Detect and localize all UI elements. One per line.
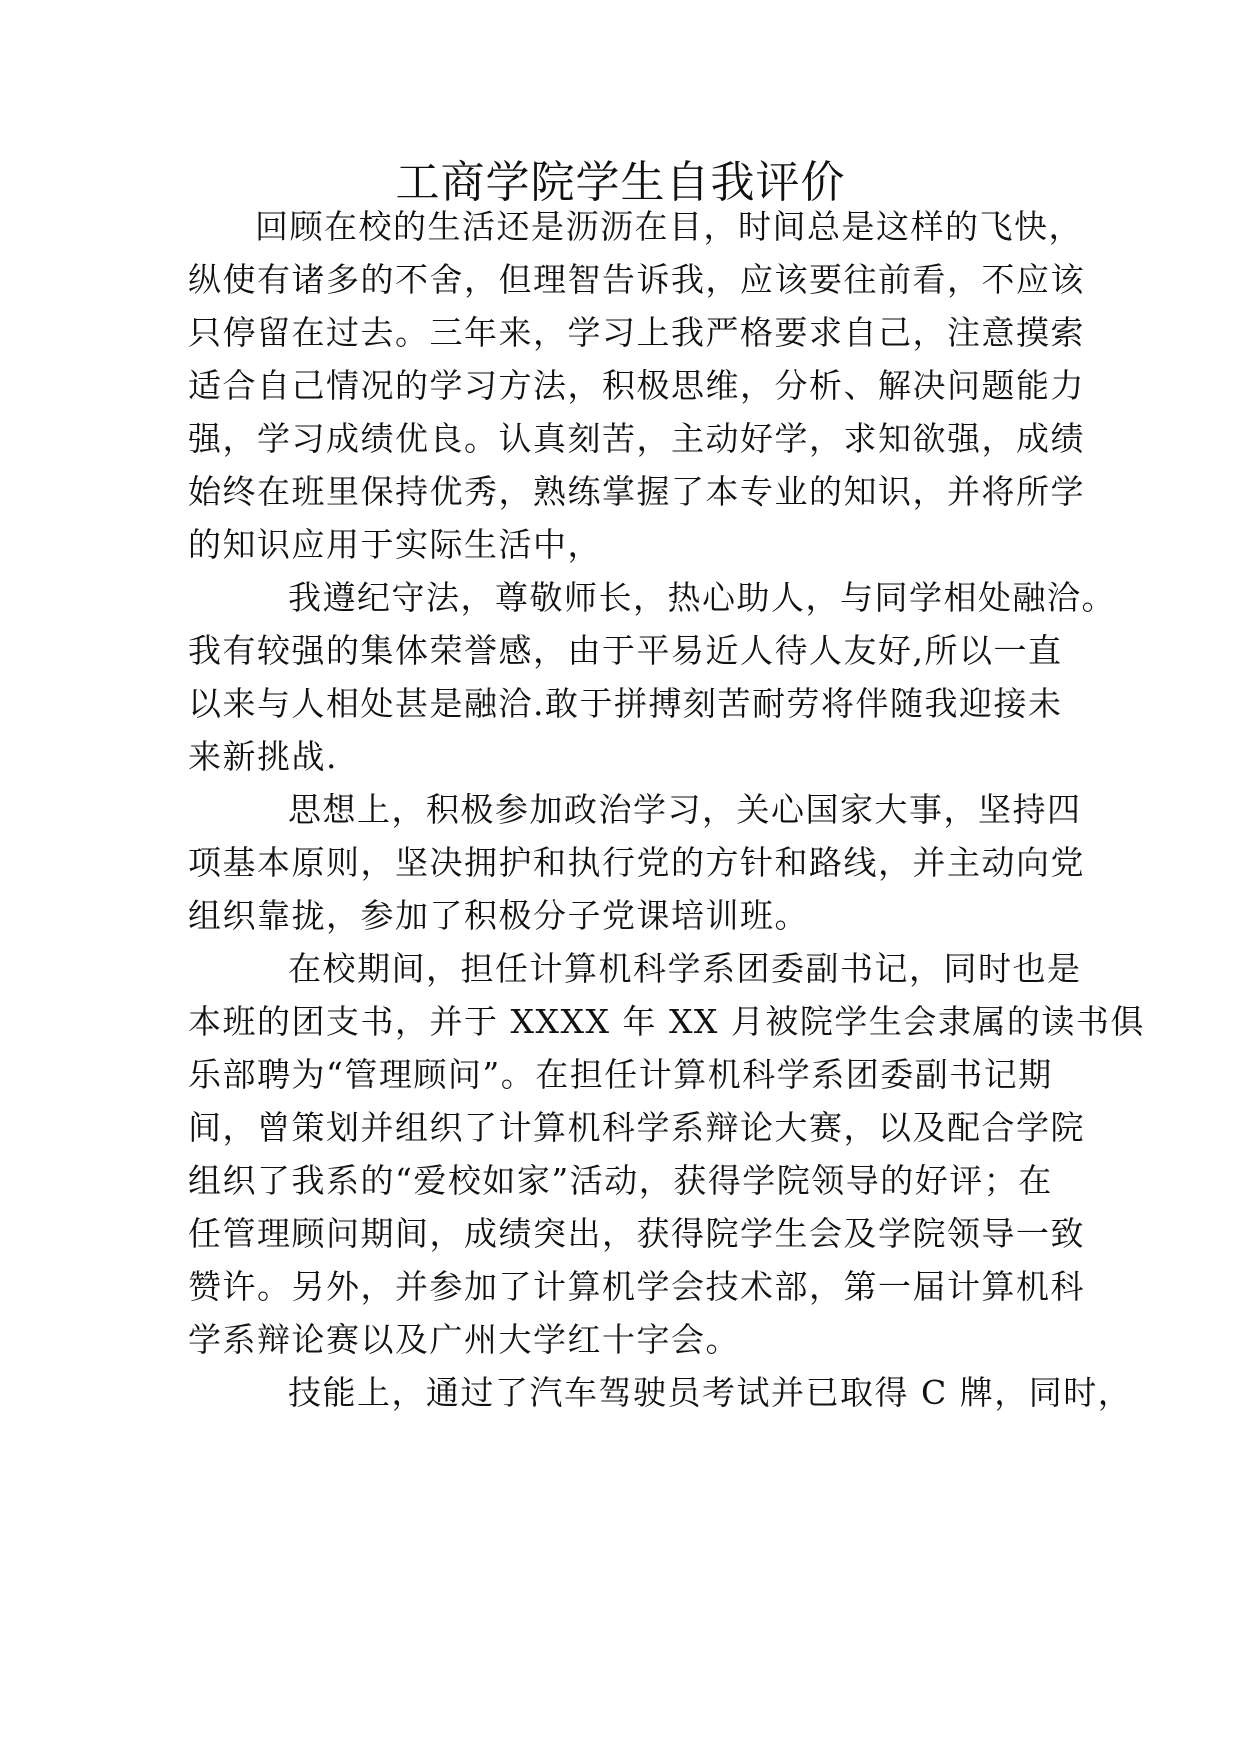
paragraph-line: 本班的团支书，并于 XXXX 年 XX 月被院学生会隶属的读书俱: [188, 1002, 1145, 1041]
paragraph-line: 纵使有诸多的不舍，但理智告诉我，应该要往前看，不应该: [188, 260, 1085, 299]
paragraph-line: 我有较强的集体荣誉感，由于平易近人待人友好,所以一直: [188, 631, 1063, 670]
paragraph-line: 项基本原则，坚决拥护和执行党的方针和路线，并主动向党: [188, 843, 1085, 882]
paragraph-line: 组织靠拢，参加了积极分子党课培训班。: [188, 896, 809, 935]
paragraph-line: 回顾在校的生活还是沥沥在目，时间总是这样的飞快，: [255, 207, 1083, 246]
paragraph-line: 间，曾策划并组织了计算机科学系辩论大赛，以及配合学院: [188, 1108, 1085, 1147]
paragraph-line: 适合自己情况的学习方法，积极思维，分析、解决问题能力: [188, 366, 1085, 405]
paragraph-line: 始终在班里保持优秀，熟练掌握了本专业的知识，并将所学: [188, 472, 1085, 511]
paragraph-line: 组织了我系的“爱校如家”活动，获得学院领导的好评；在: [188, 1161, 1053, 1200]
paragraph-line: 思想上，积极参加政治学习，关心国家大事，坚持四: [288, 790, 1082, 829]
paragraph-line: 只停留在过去。三年来，学习上我严格要求自己，注意摸索: [188, 313, 1085, 352]
paragraph-line: 学系辩论赛以及广州大学红十字会。: [188, 1320, 740, 1359]
paragraph-line: 来新挑战.: [188, 737, 338, 776]
paragraph-line: 我遵纪守法，尊敬师长，热心助人，与同学相处融洽。: [288, 578, 1116, 617]
paragraph-line: 任管理顾问期间，成绩突出，获得院学生会及学院领导一致: [188, 1214, 1085, 1253]
paragraph-line: 乐部聘为“管理顾问”。在担任计算机科学系团委副书记期: [188, 1055, 1053, 1094]
paragraph-line: 在校期间，担任计算机科学系团委副书记，同时也是: [288, 949, 1082, 988]
paragraph-line: 技能上，通过了汽车驾驶员考试并已取得 C 牌，同时，: [288, 1373, 1133, 1412]
paragraph-line: 赞许。另外，并参加了计算机学会技术部，第一届计算机科: [188, 1267, 1085, 1306]
paragraph-line: 强，学习成绩优良。认真刻苦，主动好学，求知欲强，成绩: [188, 419, 1085, 458]
paragraph-line: 以来与人相处甚是融洽.敢于拼搏刻苦耐劳将伴随我迎接未: [188, 684, 1063, 723]
document-title: 工商学院学生自我评价: [395, 157, 846, 208]
paragraph-line: 的知识应用于实际生活中，: [188, 525, 602, 564]
